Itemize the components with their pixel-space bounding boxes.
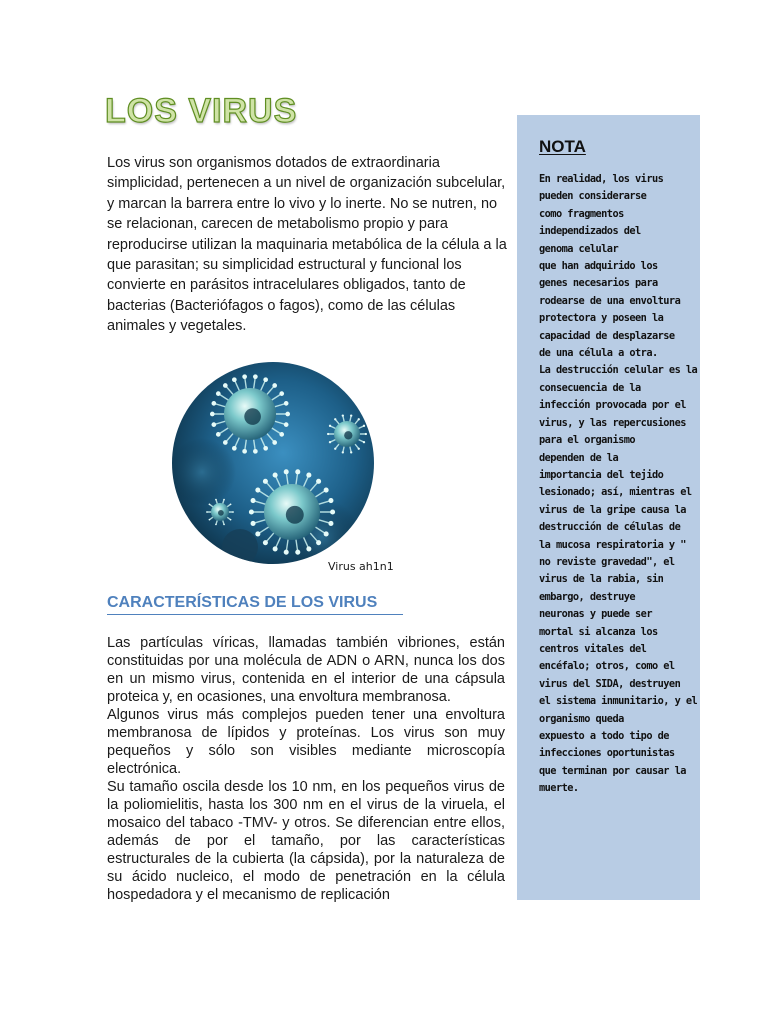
note-line: encéfalo; otros, como el: [539, 660, 675, 673]
body-paragraph: Las partículas víricas, llamadas también vibriones, están constituidas por una molécula de ADN o ARN, nunca los dos en un mismo virus, contenida en el interior de una cápsula proteica y, en ocasiones, una envoltura membranosa.: [107, 635, 505, 705]
note-line: muerte.: [539, 782, 579, 795]
note-line: virus, y las repercusiones: [539, 416, 686, 429]
body-paragraph: Algunos virus más complejos pueden tener una envoltura membranosa de lípidos y proteínas. Los virus son muy pequeños y sólo son visibles mediante microscopía electrónica.: [107, 707, 505, 777]
note-line: rodearse de una envoltura: [539, 294, 681, 307]
note-line: genes necesarios para: [539, 277, 658, 290]
note-line: protectora y poseen la: [539, 312, 664, 325]
intro-paragraph: Los virus son organismos dotados de extraordinaria simplicidad, pertenecen a un nivel de organización subcelular, y marcan la barrera entre lo vivo y lo inerte. No se nutren, no se relacionan, carecen de metabolismo propio y para reproducirse utilizan la maquinaria metabólica de la célula a la que parasitan; su simplicidad estructural y funcional los convierte en parásitos intracelulares obligados, tanto de bacterias (Bacteriófagos o fagos), como de las células animales y vegetales.: [107, 155, 507, 335]
note-line: genoma celular: [539, 242, 619, 255]
note-line: embargo, destruye: [539, 590, 636, 603]
note-line: virus de la gripe causa la: [539, 503, 686, 516]
note-line: para el organismo: [539, 434, 636, 447]
section-heading-underline: [107, 614, 403, 615]
note-line: centros vitales del: [539, 642, 647, 655]
note-line: lesionado; así, mientras el: [539, 486, 692, 499]
note-line: infección provocada por el: [539, 399, 686, 412]
note-line: En realidad, los virus: [539, 173, 664, 185]
note-line: mortal si alcanza los: [539, 625, 658, 638]
note-text: [539, 171, 698, 798]
note-line: como fragmentos: [539, 207, 624, 220]
section-heading: CARACTERÍSTICAS DE LOS VIRUS: [107, 594, 378, 611]
note-line: que terminan por causar la: [539, 764, 686, 777]
note-line: consecuencia de la: [539, 381, 641, 394]
virus-illustration: [172, 362, 374, 564]
page-title: LOS VIRUS: [105, 92, 298, 130]
note-line: de una célula a otra.: [539, 347, 658, 360]
note-heading: NOTA: [539, 137, 586, 156]
note-line: organismo queda: [539, 712, 624, 725]
note-line: que han adquirido los: [539, 260, 658, 273]
note-line: neuronas y puede ser: [539, 608, 652, 621]
note-line: capacidad de desplazarse: [539, 329, 675, 342]
section-body: [107, 634, 505, 904]
virus-image: [172, 362, 374, 564]
note-line: dependen de la: [539, 451, 619, 464]
note-line: independizados del: [539, 225, 641, 238]
note-line: infecciones oportunistas: [539, 747, 675, 760]
note-line: expuesto a todo tipo de: [539, 730, 669, 742]
note-line: pueden considerarse: [539, 190, 647, 203]
note-line: virus del SIDA, destruyen: [539, 677, 681, 690]
note-line: no reviste gravedad", el: [539, 555, 675, 568]
note-line: importancia del tejido: [539, 468, 664, 481]
note-line: la mucosa respiratoria y ": [539, 538, 686, 551]
note-line: el sistema inmunitario, y el: [539, 695, 698, 708]
note-line: destrucción de células de: [539, 521, 681, 534]
note-line: La destrucción celular es la: [539, 364, 698, 377]
body-paragraph: Su tamaño oscila desde los 10 nm, en los pequeños virus de la poliomielitis, hasta los 300 nm en el virus de la viruela, el mosaico del tabaco -TMV- y otros. Se diferencian entre ellos, además de por el tamaño, por las características estructurales de la cubierta (la cápsida), por la naturaleza de su ácido nucleico, el modo de penetración en la célula hospedadora y el mecanismo de replicación: [107, 779, 505, 903]
figure-caption: Virus ah1n1: [328, 560, 394, 573]
note-line: virus de la rabia, sin: [539, 573, 664, 586]
note-sidebar: [517, 115, 700, 900]
